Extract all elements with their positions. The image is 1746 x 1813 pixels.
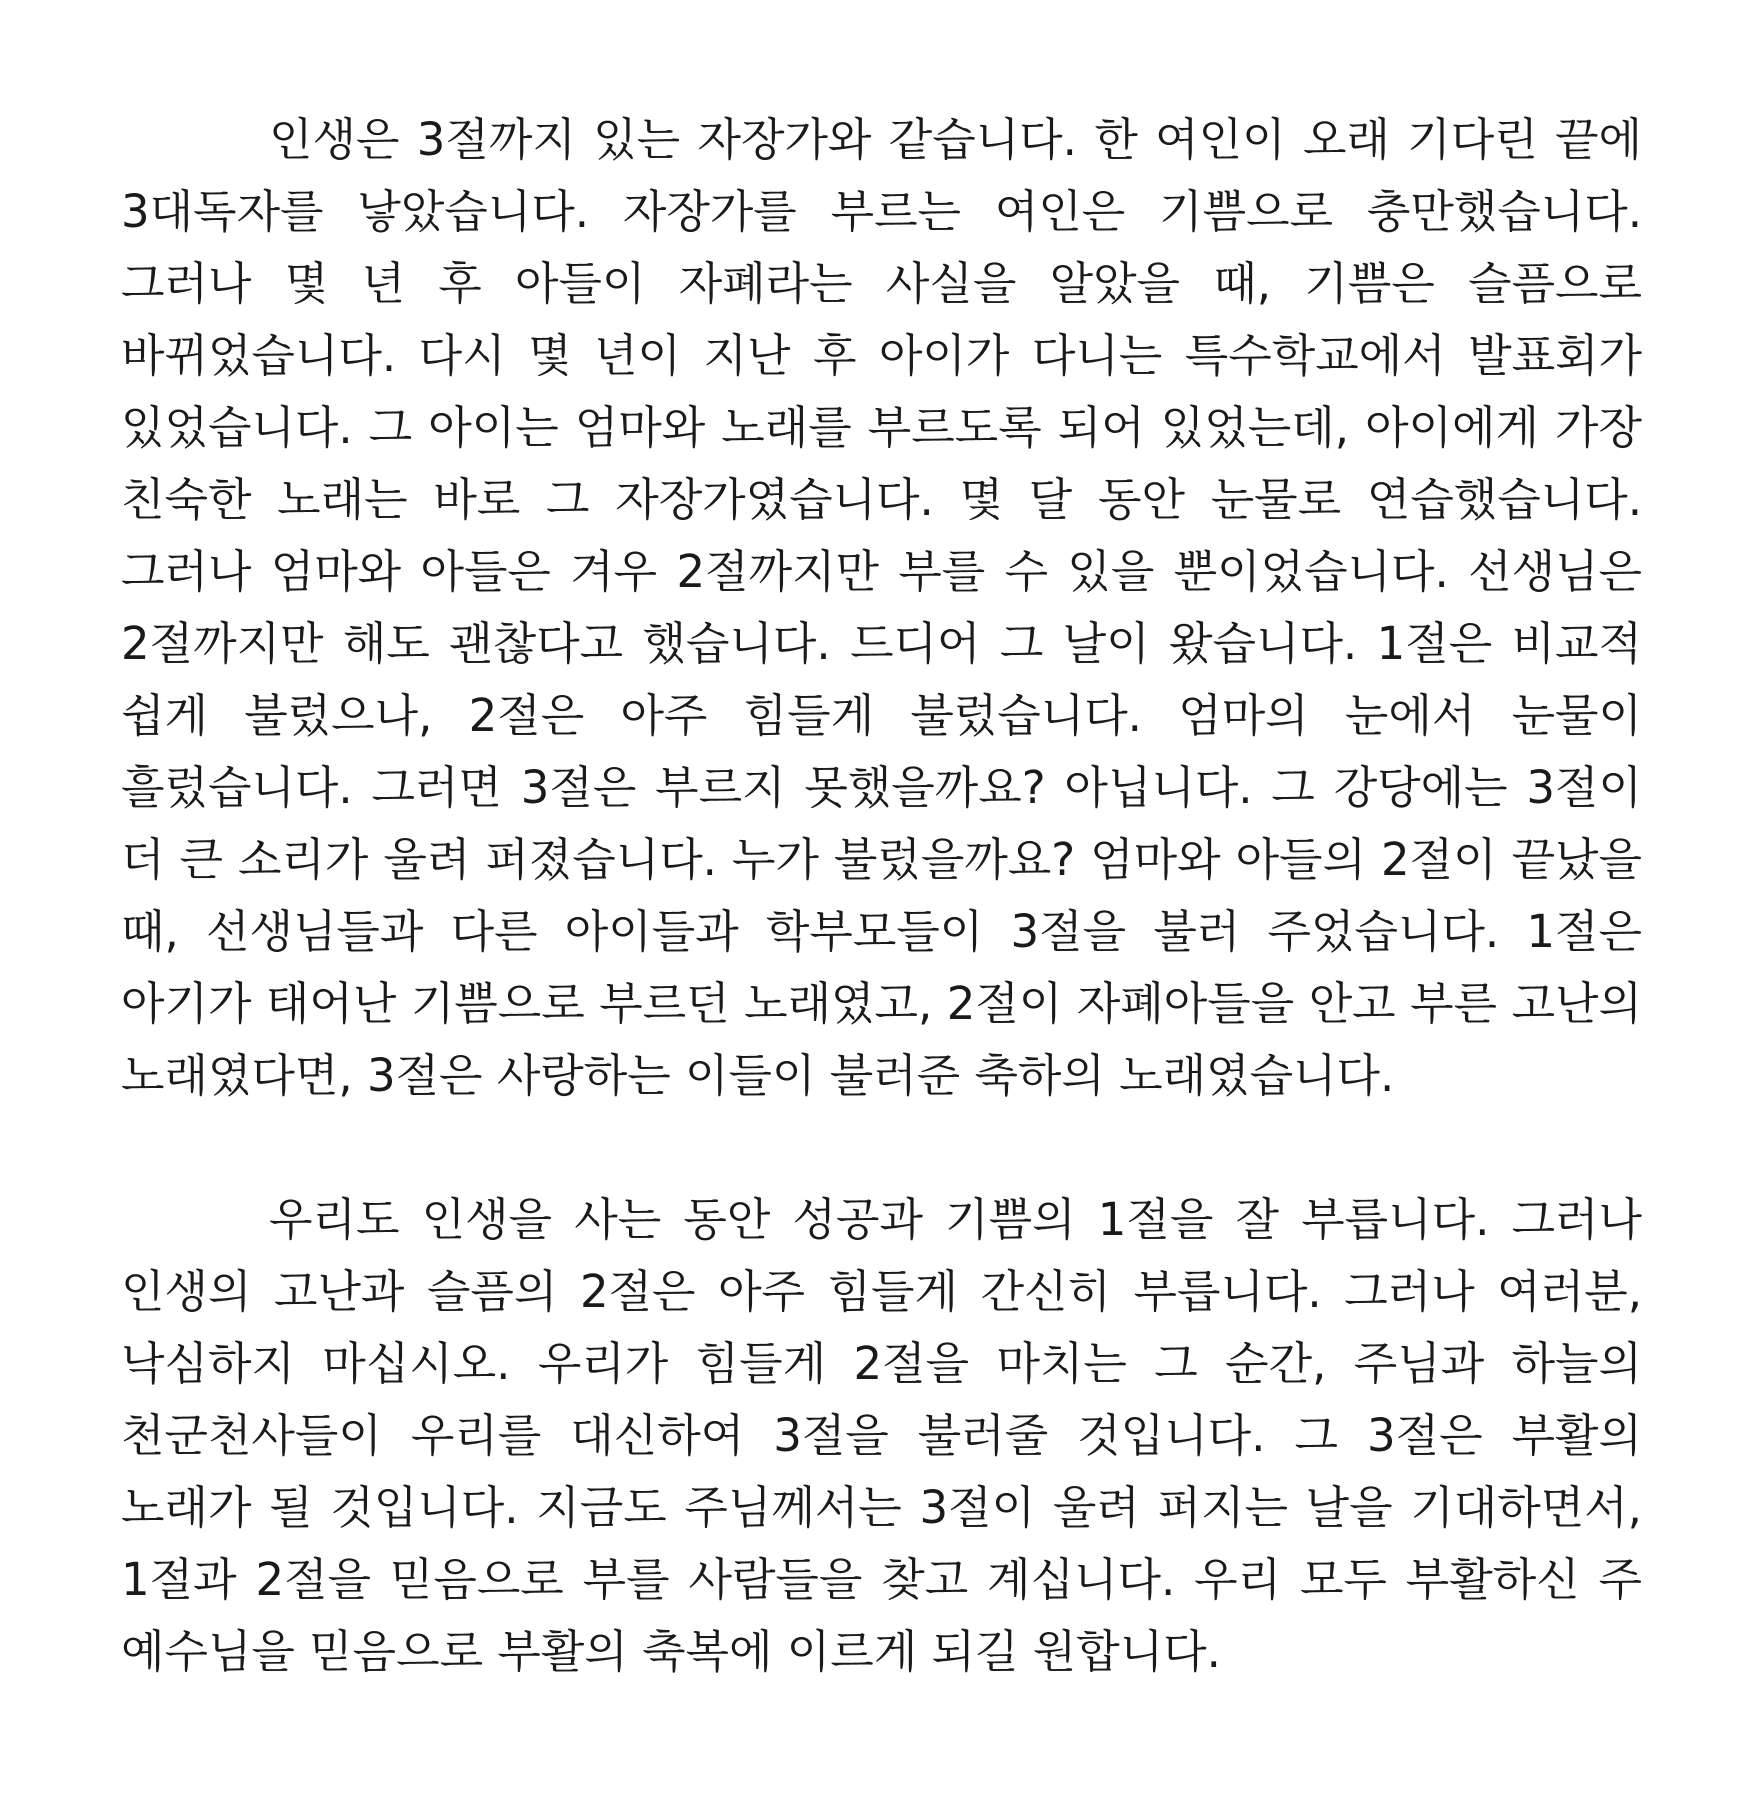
paragraph-lullaby-story: 인생은 3절까지 있는 자장가와 같습니다. 한 여인이 오래 기다린 끝에 3대독자를 낳았습니다. 자장가를 부르는 여인은 기쁨으로 충만했습니다. 그러나 몇 년 후 아들이 자폐라는 사실을 알았을 때, 기쁨은 슬픔으로 바뀌었습니다. 다시 몇 년이 지난 후 아이가 다니는 특수학교에서 발표회가 있었습니다. 그 아이는 엄마와 노래를 부르도록 되어 있었는데, 아이에게 가장 친숙한 노래는 바로 그 자장가였습니다. 몇 달 동안 눈물로 연습했습니다. 그러나 엄마와 아들은 겨우 2절까지만 부를 수 있을 뿐이었습니다. 선생님은 2절까지만 해도 괜찮다고 했습니다. 드디어 그 날이 왔습니다. 1절은 비교적 쉽게 불렀으나, 2절은 아주 힘들게 불렀습니다. 엄마의 눈에서 눈물이 흘렀습니다. 그러면 3절은 부르지 못했을까요? 아닙니다. 그 강당에는 3절이 더 큰 소리가 울려 퍼졌습니다. 누가 불렀을까요? 엄마와 아들의 2절이 끝났을 때, 선생님들과 다른 아이들과 학부모들이 3절을 불러 주었습니다. 1절은 아기가 태어난 기쁨으로 부르던 노래였고, 2절이 자폐아들을 안고 부른 고난의 노래였다면, 3절은 사랑하는 이들이 불러준 축하의 노래였습니다.	[121, 113, 1642, 1102]
paragraph-resurrection-message: 우리도 인생을 사는 동안 성공과 기쁨의 1절을 잘 부릅니다. 그러나 인생의 고난과 슬픔의 2절은 아주 힘들게 간신히 부릅니다. 그러나 여러분, 낙심하지 마십시오. 우리가 힘들게 2절을 마치는 그 순간, 주님과 하늘의 천군천사들이 우리를 대신하여 3절을 불러줄 것입니다. 그 3절은 부활의 노래가 될 것입니다. 지금도 주님께서는 3절이 울려 퍼지는 날을 기대하면서, 1절과 2절을 믿음으로 부를 사람들을 찾고 계십니다. 우리 모두 부활하신 주 예수님을 믿음으로 부활의 축복에 이르게 되길 원합니다.	[121, 1193, 1642, 1678]
document-page	[121, 104, 1642, 1688]
